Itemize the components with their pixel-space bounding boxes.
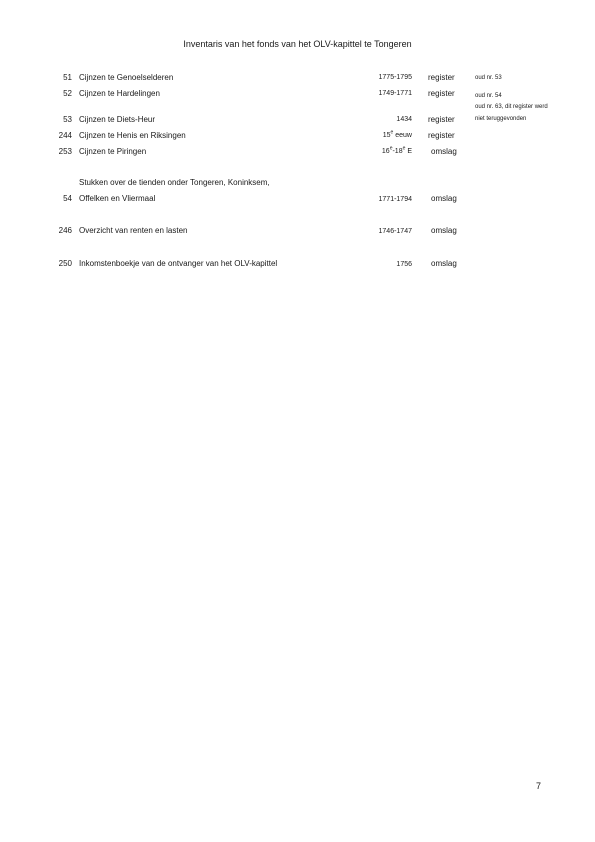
entry-number: 250 xyxy=(58,259,72,268)
entry-note: oud nr. 63, dit register werd xyxy=(475,104,548,110)
entry-number: 51 xyxy=(63,73,72,82)
inventory-entry xyxy=(0,114,595,126)
entry-number: 244 xyxy=(58,131,72,140)
entry-note: oud nr. 54 xyxy=(475,93,502,99)
entry-number: 246 xyxy=(58,226,72,235)
page-number: 7 xyxy=(536,781,542,791)
entry-type: register xyxy=(428,115,455,124)
entry-title: Cijnzen te Henis en Riksingen xyxy=(79,131,186,140)
inventory-entry xyxy=(0,258,595,270)
entry-date: 1434 xyxy=(396,116,412,123)
entry-title: Cijnzen te Piringen xyxy=(79,147,147,156)
entry-title: Offelken en Vliermaal xyxy=(79,194,156,203)
inventory-entry xyxy=(0,193,595,205)
entry-title-line1: Stukken over de tienden onder Tongeren, Koninksem, xyxy=(79,178,270,187)
entry-number: 52 xyxy=(63,89,72,98)
entry-type: omslag xyxy=(431,147,457,156)
entry-date: 15e eeuw xyxy=(382,129,412,139)
inventory-entry xyxy=(0,225,595,237)
entry-type: omslag xyxy=(431,226,457,235)
entry-title: Inkomstenboekje van de ontvanger van het OLV-kapittel xyxy=(79,259,278,268)
entry-type: omslag xyxy=(431,259,457,268)
inventory-entry xyxy=(0,88,595,100)
entry-date: 1775-1795 xyxy=(378,74,412,81)
inventory-entry xyxy=(0,72,595,84)
entry-number: 53 xyxy=(63,115,72,124)
inventory-entry xyxy=(0,146,595,158)
entry-note: oud nr. 53 xyxy=(475,75,502,81)
entry-title: Cijnzen te Hardelingen xyxy=(79,89,160,98)
page-header: Inventaris van het fonds van het OLV-kapittel te Tongeren xyxy=(183,39,412,49)
entry-date: 1756 xyxy=(396,261,412,268)
entry-number: 54 xyxy=(63,194,72,203)
entry-type: register xyxy=(428,89,455,98)
entry-type: register xyxy=(428,73,455,82)
entry-title: Cijnzen te Diets-Heur xyxy=(79,115,156,124)
entry-date: 1771-1794 xyxy=(378,196,412,203)
entry-title: Cijnzen te Genoelselderen xyxy=(79,73,174,82)
entry-number: 253 xyxy=(58,147,72,156)
entry-date: 1746-1747 xyxy=(378,228,412,235)
entry-type: register xyxy=(428,131,455,140)
entry-note: niet teruggevonden xyxy=(475,116,527,122)
entry-date: 16e-18e E xyxy=(381,145,412,155)
inventory-entry-heading xyxy=(0,177,595,189)
entry-title: Overzicht van renten en lasten xyxy=(79,226,188,235)
entry-date: 1749-1771 xyxy=(378,90,412,97)
entry-type: omslag xyxy=(431,194,457,203)
inventory-entry xyxy=(0,130,595,142)
